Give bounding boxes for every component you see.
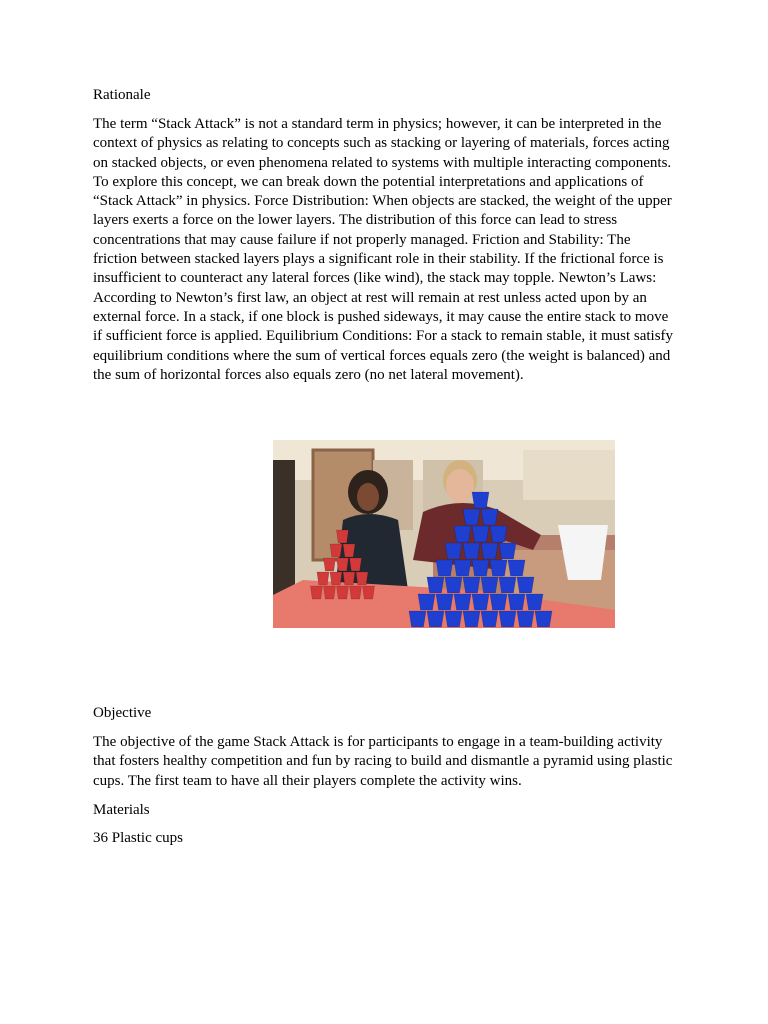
plastic-cup	[463, 543, 480, 559]
plastic-cup	[409, 611, 426, 627]
plastic-cup	[350, 558, 362, 571]
plastic-cup	[317, 572, 329, 585]
plastic-cup	[517, 577, 534, 593]
plastic-cup	[463, 577, 480, 593]
plastic-cup	[535, 611, 552, 627]
plastic-cup	[337, 558, 349, 571]
plastic-cup	[436, 560, 453, 576]
plastic-cup	[337, 530, 349, 543]
rationale-heading: Rationale	[93, 87, 151, 103]
plastic-cup	[472, 560, 489, 576]
plastic-cup	[363, 586, 375, 599]
plastic-cup	[499, 577, 516, 593]
plastic-cup	[472, 526, 489, 542]
materials-list-item: 36 Plastic cups	[93, 830, 183, 846]
materials-heading: Materials	[93, 802, 150, 818]
plastic-cup	[490, 560, 507, 576]
objective-heading: Objective	[93, 705, 152, 721]
plastic-cup	[350, 586, 362, 599]
plastic-cup	[454, 560, 471, 576]
plastic-cup	[324, 586, 336, 599]
plastic-cup	[324, 558, 336, 571]
plastic-cup	[330, 572, 342, 585]
plastic-cup	[481, 577, 498, 593]
plastic-cup	[481, 611, 498, 627]
plastic-cup	[472, 492, 489, 508]
plastic-cup	[418, 594, 435, 610]
plastic-cup	[454, 526, 471, 542]
plastic-cup	[454, 594, 471, 610]
objective-paragraph: The objective of the game Stack Attack is for participants to engage in a team-building activity that fosters healthy competition and fun by racing to build and dismantle a pyramid using plastic cups. The first team to have all their players complete the activity wins.	[93, 734, 673, 789]
plastic-cup	[445, 543, 462, 559]
plastic-cup	[427, 611, 444, 627]
plastic-cup	[481, 543, 498, 559]
plastic-cup	[490, 594, 507, 610]
plastic-cup	[490, 526, 507, 542]
plastic-cup	[508, 594, 525, 610]
plastic-cup	[356, 572, 368, 585]
plastic-cup	[343, 572, 355, 585]
plastic-cup	[337, 586, 349, 599]
plastic-cup	[445, 611, 462, 627]
plastic-cup	[463, 509, 480, 525]
plastic-cup	[499, 611, 516, 627]
plastic-cup	[311, 586, 323, 599]
stack-attack-photo	[273, 440, 615, 628]
plastic-cup	[517, 611, 534, 627]
plastic-cup	[508, 560, 525, 576]
plastic-cup	[343, 544, 355, 557]
plastic-cup	[499, 543, 516, 559]
plastic-cup	[526, 594, 543, 610]
plastic-cup	[481, 509, 498, 525]
plastic-cup	[463, 611, 480, 627]
plastic-cup	[472, 594, 489, 610]
rationale-paragraph: The term “Stack Attack” is not a standard term in physics; however, it can be interpreted in the context of physics as relating to concepts such as stacking or layering of materials, forces acting on stacked objects, or even phenomena related to systems with multiple interacting components. To explore this concept, we can break down the potential interpretations and applications of “Stack Attack” in physics. Force Distribution: When objects are stacked, the weight of the upper layers exerts a force on the lower layers. The distribution of this force can lead to stress concentrations that may cause failure if not properly managed. Friction and Stability: The friction between stacked layers plays a significant role in their stability. If the frictional force is insufficient to counteract any lateral forces (like wind), the stack may topple. Newton’s Laws: According to Newton’s first law, an object at rest will remain at rest unless acted upon by an external force. In a stack, if one block is pushed sideways, it may cause the entire stack to move if sufficient force is applied. Equilibrium Conditions: For a stack to remain stable, it must satisfy equilibrium conditions where the sum of vertical forces equals zero (the weight is balanced) and the sum of horizontal forces also equals zero (no net lateral movement).	[93, 116, 674, 383]
plastic-cup	[330, 544, 342, 557]
plastic-cup	[436, 594, 453, 610]
plastic-cup	[445, 577, 462, 593]
plastic-cup	[427, 577, 444, 593]
